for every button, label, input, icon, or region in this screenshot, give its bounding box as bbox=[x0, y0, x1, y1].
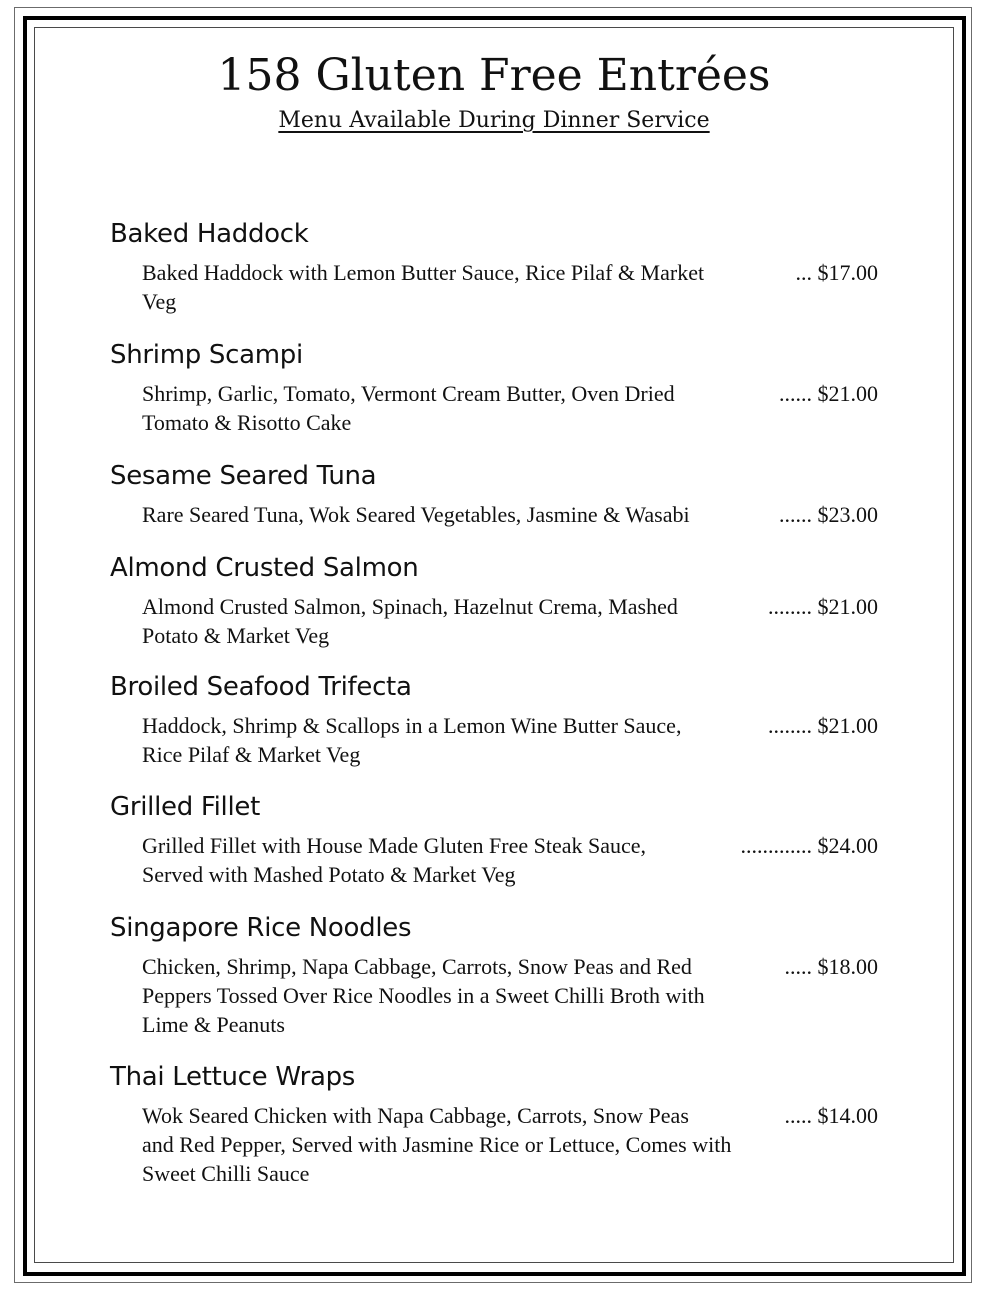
menu-item-name: Almond Crusted Salmon bbox=[110, 553, 419, 583]
menu-item-price: $21.00 bbox=[817, 594, 878, 619]
menu-item-name: Baked Haddock bbox=[110, 219, 309, 249]
menu-item bbox=[110, 1061, 880, 1188]
dot-leader: ..... bbox=[784, 1103, 812, 1128]
menu-subtitle: Menu Available During Dinner Service bbox=[278, 108, 710, 133]
menu-item bbox=[110, 460, 880, 529]
menu-item-name: Broiled Seafood Trifecta bbox=[110, 672, 412, 702]
menu-item bbox=[110, 912, 880, 1039]
description-text: Grilled Fillet with House Made Gluten Free Steak Sauce, bbox=[142, 833, 647, 858]
price-group bbox=[779, 379, 878, 408]
description-line: and Red Pepper, Served with Jasmine Rice or Lettuce, Comes with bbox=[142, 1132, 732, 1157]
description-text: Shrimp, Garlic, Tomato, Vermont Cream Butter, Oven Dried bbox=[142, 381, 675, 406]
dot-leader: ........ bbox=[768, 594, 812, 619]
menu-item-price: $23.00 bbox=[817, 502, 878, 527]
menu-item-price: $18.00 bbox=[817, 954, 878, 979]
description-text: Almond Crusted Salmon, Spinach, Hazelnut Crema, Mashed bbox=[142, 594, 678, 619]
description-line: Tomato & Risotto Cake bbox=[142, 410, 352, 435]
description-line: Veg bbox=[142, 289, 177, 314]
menu-item-price: $21.00 bbox=[817, 381, 878, 406]
description-line: Served with Mashed Potato & Market Veg bbox=[142, 862, 516, 887]
menu-item-name: Singapore Rice Noodles bbox=[110, 913, 412, 943]
menu-item-price: $14.00 bbox=[817, 1103, 878, 1128]
dot-leader: ... bbox=[795, 260, 812, 285]
description-line bbox=[142, 952, 878, 981]
price-group bbox=[785, 1101, 879, 1130]
description-line bbox=[142, 500, 878, 529]
menu-item-description bbox=[142, 500, 878, 529]
menu-item-description bbox=[142, 831, 878, 889]
menu-item-price: $24.00 bbox=[817, 833, 878, 858]
description-line: Sweet Chilli Sauce bbox=[142, 1161, 310, 1186]
description-line bbox=[142, 258, 878, 287]
price-group bbox=[768, 592, 878, 621]
description-line bbox=[142, 711, 878, 740]
menu-item bbox=[110, 218, 880, 316]
menu-item-description bbox=[142, 711, 878, 769]
menu-item bbox=[110, 552, 880, 650]
menu-item-description bbox=[142, 592, 878, 650]
price-group bbox=[785, 952, 879, 981]
dot-leader: ...... bbox=[779, 502, 812, 527]
price-group bbox=[796, 258, 879, 287]
price-group bbox=[779, 500, 878, 529]
description-text: Baked Haddock with Lemon Butter Sauce, Rice Pilaf & Market bbox=[142, 260, 705, 285]
dot-leader: ............. bbox=[740, 833, 812, 858]
menu-item-description bbox=[142, 1101, 878, 1188]
description-text: Wok Seared Chicken with Napa Cabbage, Carrots, Snow Peas bbox=[142, 1103, 689, 1128]
description-line bbox=[142, 1101, 878, 1130]
description-line: Potato & Market Veg bbox=[142, 623, 330, 648]
menu-item bbox=[110, 339, 880, 437]
dot-leader: ...... bbox=[779, 381, 812, 406]
description-line: Peppers Tossed Over Rice Noodles in a Sweet Chilli Broth with bbox=[142, 983, 705, 1008]
dot-leader: ..... bbox=[784, 954, 812, 979]
menu-item-name: Shrimp Scampi bbox=[110, 340, 303, 370]
description-line bbox=[142, 379, 878, 408]
menu-title: 158 Gluten Free Entrées bbox=[217, 50, 771, 101]
description-line bbox=[142, 592, 878, 621]
description-line: Rice Pilaf & Market Veg bbox=[142, 742, 361, 767]
menu-item-name: Thai Lettuce Wraps bbox=[110, 1062, 356, 1092]
menu-item-price: $17.00 bbox=[817, 260, 878, 285]
menu-item-name: Sesame Seared Tuna bbox=[110, 461, 377, 491]
menu-item bbox=[110, 671, 880, 769]
description-line: Lime & Peanuts bbox=[142, 1012, 285, 1037]
menu-item-description bbox=[142, 379, 878, 437]
menu-item-price: $21.00 bbox=[817, 713, 878, 738]
menu-item-description bbox=[142, 258, 878, 316]
dot-leader: ........ bbox=[768, 713, 812, 738]
description-line bbox=[142, 831, 878, 860]
menu-item-name: Grilled Fillet bbox=[110, 792, 260, 822]
description-text: Chicken, Shrimp, Napa Cabbage, Carrots, Snow Peas and Red bbox=[142, 954, 692, 979]
description-text: Rare Seared Tuna, Wok Seared Vegetables, Jasmine & Wasabi bbox=[142, 502, 690, 527]
description-text: Haddock, Shrimp & Scallops in a Lemon Wine Butter Sauce, bbox=[142, 713, 682, 738]
menu-item bbox=[110, 791, 880, 889]
price-group bbox=[741, 831, 879, 860]
menu-item-description bbox=[142, 952, 878, 1039]
price-group bbox=[768, 711, 878, 740]
